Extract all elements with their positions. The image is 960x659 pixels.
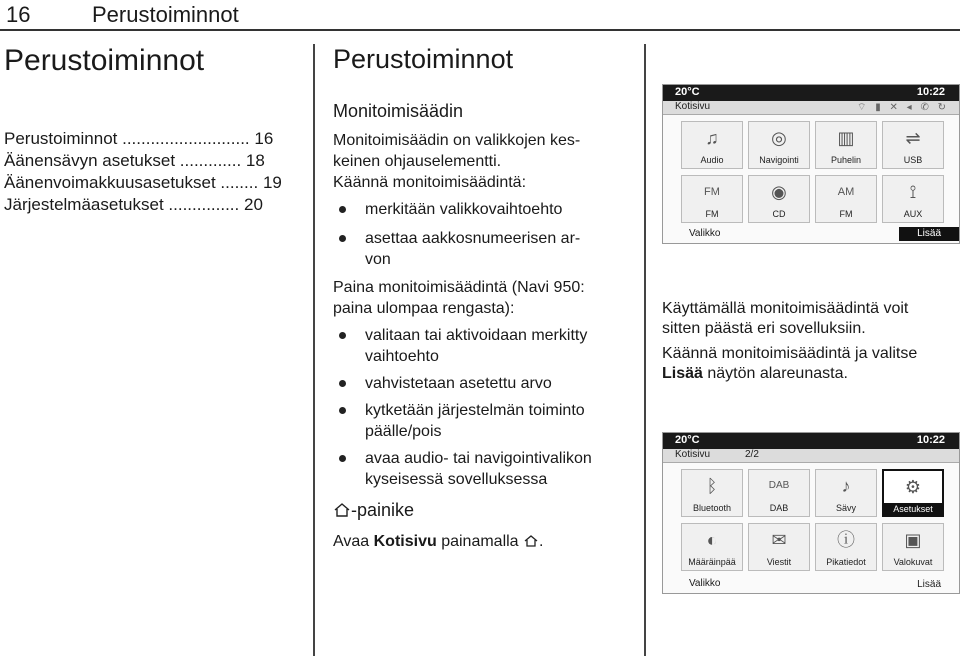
intro-line: Monitoimisäädin on valikkojen kes- [333,132,581,149]
section-body [333,130,628,552]
app-tile-grid [681,469,945,571]
tile-destination[interactable] [681,523,743,571]
temperature-display: 20°C [675,86,700,98]
screen-footer [663,225,959,243]
dab-icon: DAB [768,480,790,491]
screen-title-bar [663,101,959,115]
tile-label: Asetukset [884,503,942,515]
bullet-item [333,400,628,442]
paragraph-line: Käyttämällä monitoimisäädintä voit [662,300,909,317]
destination-icon: ◐ [706,530,718,550]
toc-entry-dots: ........................... [117,129,250,148]
more-softkey[interactable]: Lisää [917,579,941,590]
paragraph-line: sitten päästä eri sovelluksiin. [662,320,866,337]
bullet-text: vahvistetaan asetettu arvo [365,375,552,392]
toc-entry-title: Äänensävyn asetukset [4,151,176,170]
home-text-suffix: painamalla [436,533,524,550]
toc-entry[interactable] [4,128,282,150]
toc-entry-title: Perustoiminnot [4,129,118,148]
page-number: 16 [6,2,31,27]
bullet-text: kyseisessä sovelluksessa [365,471,548,488]
paragraph-line [662,364,958,384]
bullet-item [333,325,628,367]
home-keyword: Kotisivu [373,533,437,550]
phone-icon: ▥ [837,128,855,148]
home-screen-mockup-2 [662,432,960,594]
bullet-text: vaihtoehto [365,348,439,365]
tile-aux[interactable] [882,175,944,223]
column-divider [313,44,315,656]
home-button-label: -painike [351,500,415,520]
tile-label: DAB [769,503,789,513]
cd-icon: ◉ [771,182,787,202]
screen-title-bar [663,449,959,463]
toc-entry-dots: ........ [215,173,259,192]
clock-display: 10:22 [916,434,945,446]
fm-icon: FM [704,186,720,198]
screen-home-label: Kotisivu [675,101,711,112]
usb-icon: ⇌ [905,128,921,148]
tile-label: AUX [903,209,923,219]
home-screen-mockup-1 [662,84,960,244]
tile-label: FM [839,209,853,219]
bullet-item [333,228,628,270]
bullet-text: merkitään valikkovaihtoehto [365,201,563,218]
toc-entry-page: 20 [244,195,263,214]
chapter-title: Perustoiminnot [4,44,205,77]
tile-usb[interactable] [882,121,944,169]
tone-icon: ♪ [841,476,851,496]
menu-softkey[interactable]: Valikko [689,578,721,589]
paragraph-line: Käännä monitoimisäädintä ja valitse [662,345,918,362]
tile-label: Puhelin [830,155,862,165]
more-keyword: Lisää [662,365,703,382]
press-line: Paina monitoimisäädintä (Navi 950: [333,279,585,296]
column-divider [644,44,646,656]
tile-label: Viestit [766,557,792,567]
page-indicator: 2/2 [745,449,759,460]
bullet-text: valitaan tai aktivoidaan merkitty [365,327,588,344]
tile-label: Määräinpää [688,557,736,567]
toc-entry-dots: ............... [163,195,240,214]
running-title: Perustoiminnot [92,2,239,27]
toc-entry[interactable] [4,172,282,194]
clock-display: 10:22 [916,86,945,98]
toc-entry[interactable] [4,150,282,172]
navigation-icon: ◎ [771,128,787,148]
press-line: paina ulompaa rengasta): [333,300,515,317]
tile-bluetooth[interactable] [681,469,743,517]
tile-settings[interactable] [882,469,944,517]
photo-icon: ▣ [904,530,922,550]
tile-quick-info[interactable] [815,523,877,571]
screen-status-bar [663,433,959,449]
tile-cd[interactable] [748,175,810,223]
am-icon: AM [837,186,855,198]
toc-entry-page: 19 [262,173,282,192]
menu-softkey[interactable]: Valikko [689,228,721,239]
tile-label: Valokuvat [893,557,933,567]
tile-label: Bluetooth [692,503,732,513]
bluetooth-icon: ᛒ [706,476,718,496]
tile-label: FM [705,209,719,219]
home-text-prefix: Avaa [333,533,374,550]
toc-entry-title: Järjestelmäasetukset [4,195,164,214]
home-icon [523,534,539,548]
header-rule [0,29,960,31]
tile-label: Navigointi [759,155,799,165]
app-tile-grid [681,121,945,223]
audio-icon: ♫ [705,128,719,148]
temperature-display: 20°C [675,434,700,446]
toc-entry-dots: ............. [175,151,242,170]
bullet-text: asettaa aakkosnumeerisen ar- [365,230,581,247]
info-icon: ⓘ [837,530,855,550]
turn-intro: Käännä monitoimisäädintä: [333,174,527,191]
toc-entry-page: 16 [254,129,274,148]
home-text-end: . [539,533,544,550]
aux-icon: ⟟ [909,182,917,202]
gear-icon: ⚙ [904,477,922,497]
tile-label: Audio [700,155,724,165]
screen-home-label: Kotisivu [675,449,711,460]
paragraph-rest: näytön alareunasta. [702,365,848,382]
intro-line: keinen ohjauselementti. [333,153,502,170]
tile-phone[interactable] [815,121,877,169]
tile-tone[interactable] [815,469,877,517]
status-icons: ⌔ ▮ ✕ ◂ ✆ ↻ [857,102,949,113]
bullet-item [333,373,628,394]
tile-fm[interactable] [681,175,743,223]
screen-footer [663,575,959,593]
bullet-item [333,199,628,220]
bullet-text: päälle/pois [365,423,442,440]
section-title: Perustoiminnot [333,44,514,74]
screen-status-bar [663,85,959,101]
table-of-contents [4,128,282,216]
toc-entry[interactable] [4,194,282,216]
bullet-text: kytketään järjestelmän toiminto [365,402,585,419]
subsection-heading: Monitoimisäädin [333,101,464,121]
tile-audio[interactable] [681,121,743,169]
tile-navigation[interactable] [748,121,810,169]
toc-entry-title: Äänenvoimakkuusasetukset [4,173,216,192]
right-column-text [662,299,958,384]
toc-entry-page: 18 [245,151,265,170]
bullet-item [333,448,628,490]
home-icon [333,502,351,518]
tile-messages[interactable] [748,523,810,571]
page-header [0,0,960,30]
more-softkey[interactable]: Lisää [899,227,959,241]
tile-label: Pikatiedot [826,557,866,567]
home-button-heading [333,500,628,521]
home-text [333,531,628,552]
tile-label: USB [903,155,923,165]
tile-dab[interactable] [748,469,810,517]
envelope-icon: ✉ [771,530,787,550]
tile-label: CD [772,209,786,219]
bullet-text: von [365,251,391,268]
tile-am[interactable] [815,175,877,223]
tile-photos[interactable] [882,523,944,571]
bullet-text: avaa audio- tai navigointivalikon [365,450,592,467]
tile-label: Sävy [835,503,856,513]
